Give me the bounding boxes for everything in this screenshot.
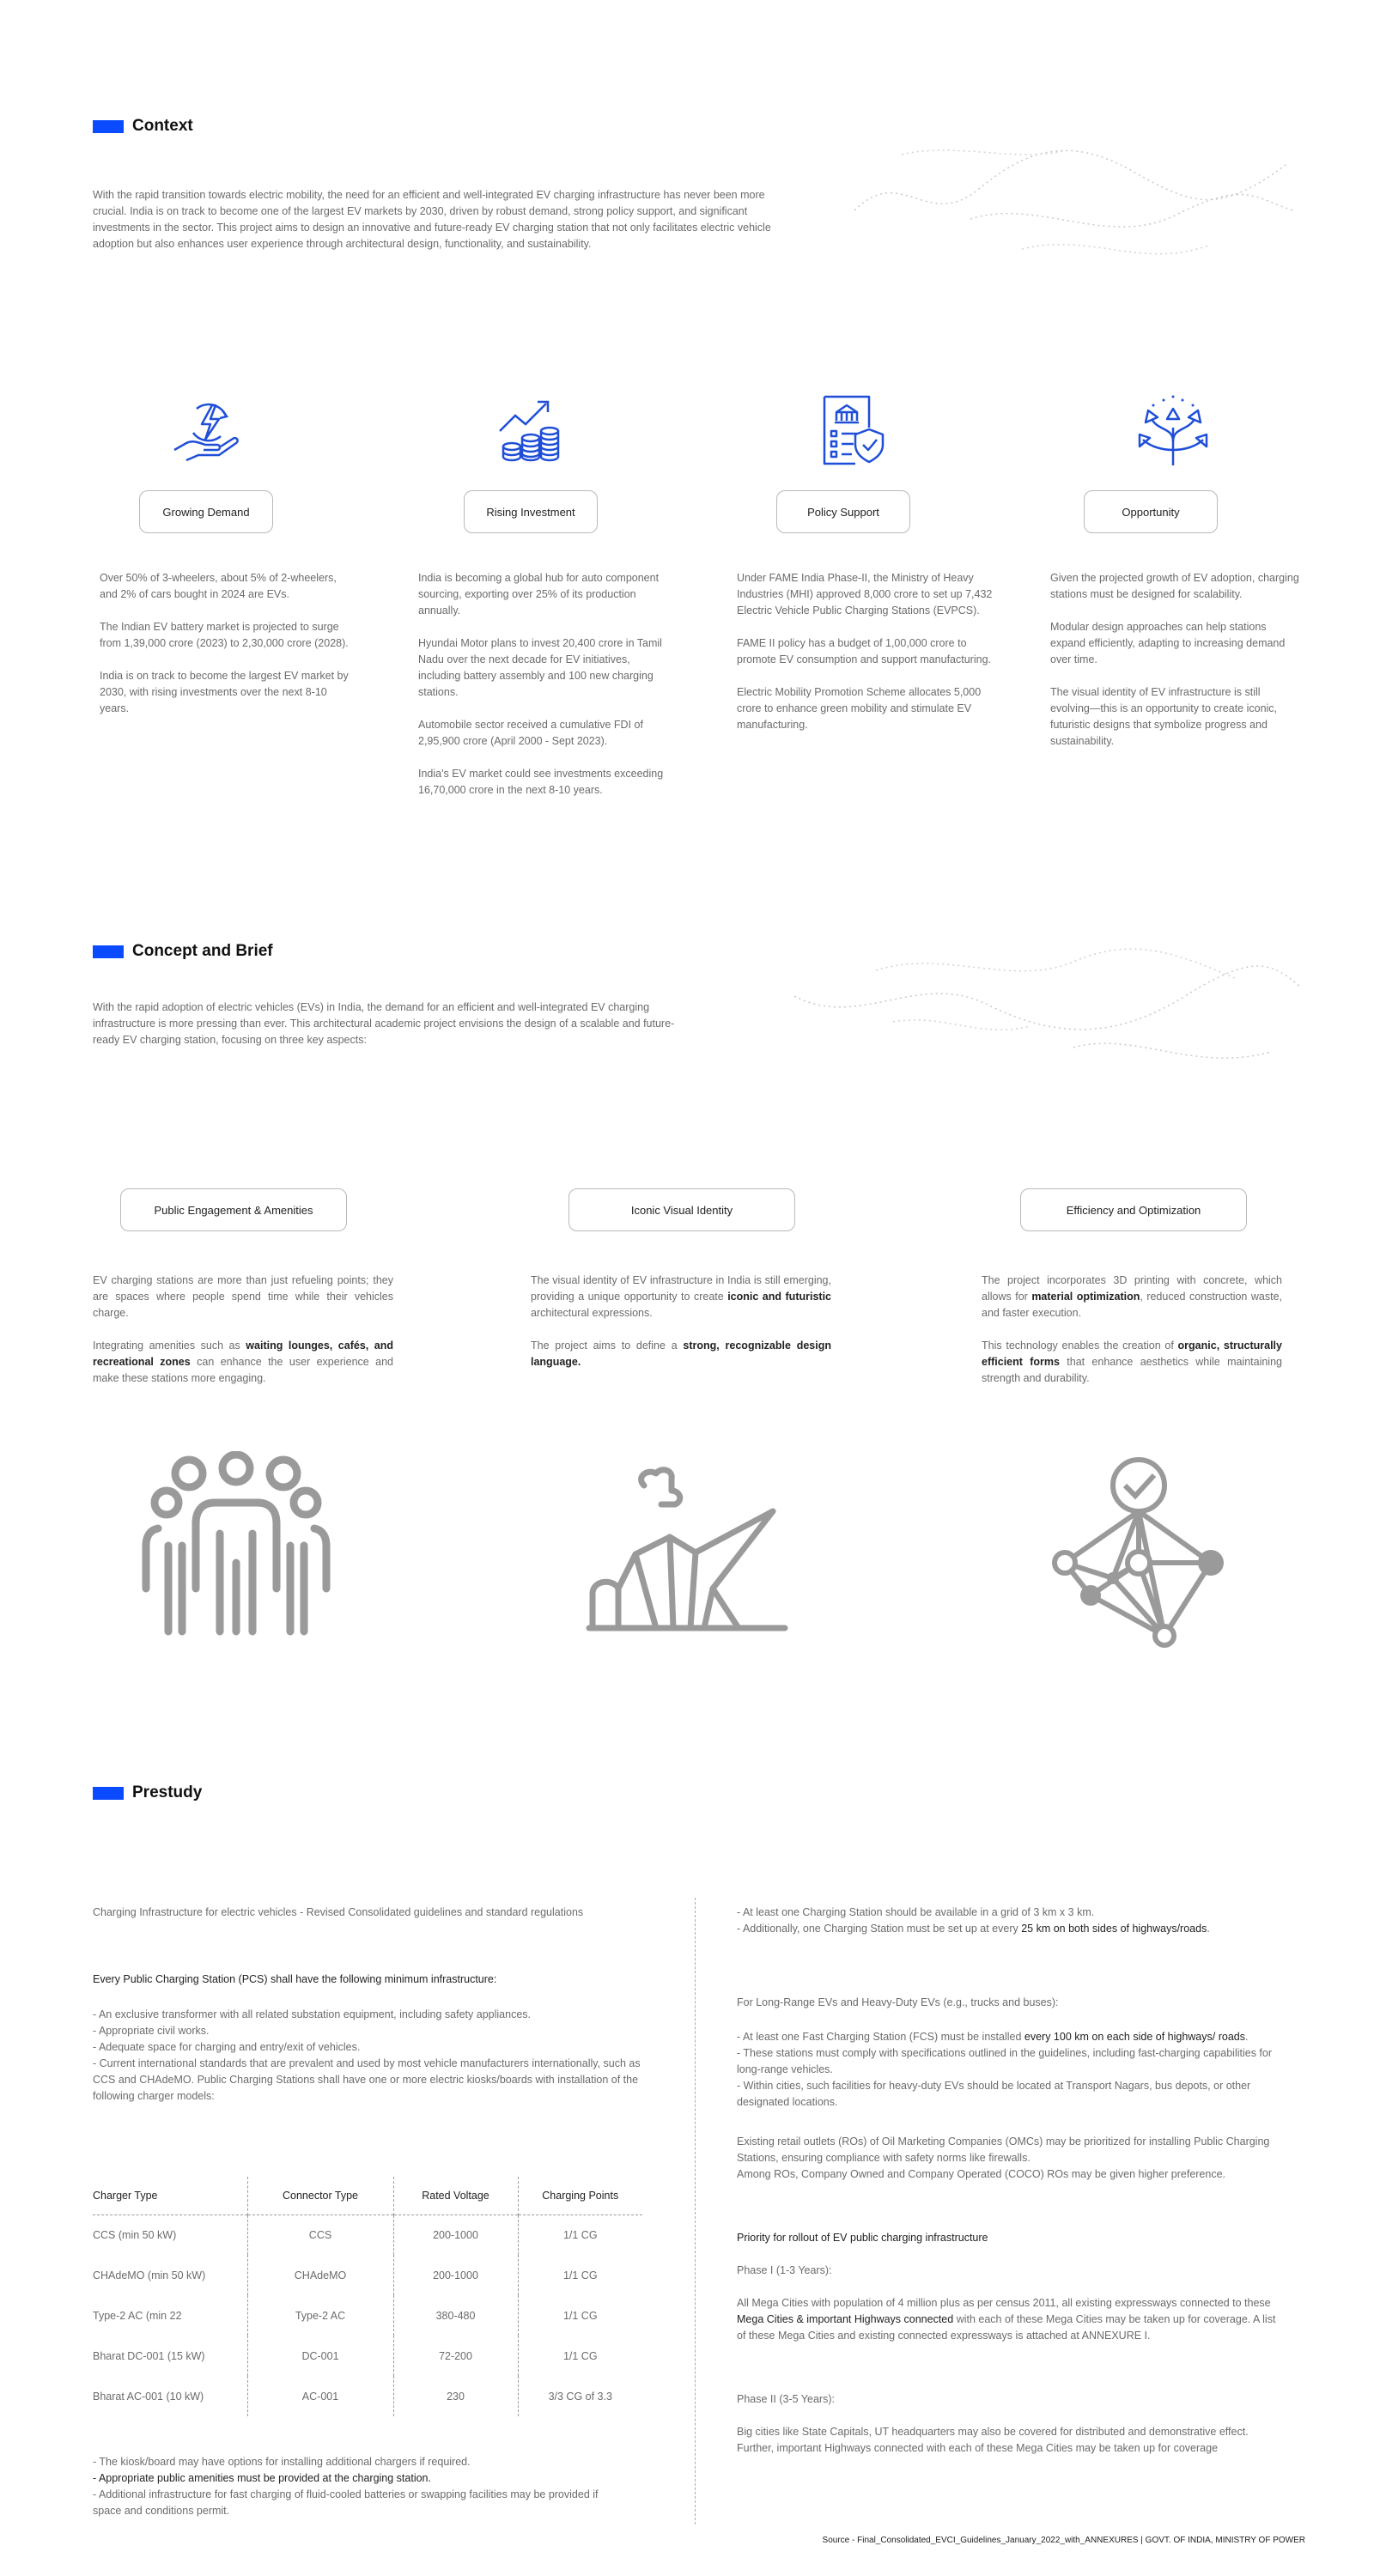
table-cell: CCS — [247, 2215, 393, 2255]
accent-bar — [93, 945, 124, 958]
table-cell: 380-480 — [393, 2295, 518, 2336]
policy-support-text — [737, 570, 994, 750]
branching-arrows-icon — [1136, 393, 1210, 467]
rising-investment-text — [418, 570, 674, 815]
charger-table — [93, 2177, 642, 2416]
growing-demand-p1: Over 50% of 3-wheelers, about 5% of 2-wheelers, and 2% of cars bought in 2024 are EVs. — [100, 572, 337, 600]
retail-text-1: Existing retail outlets (ROs) of Oil Marketing Companies (OMCs) may be prioritized for installing Public Charging Stations, ensuring compliance with safety norms like firewalls. — [737, 2136, 1270, 2164]
rising-investment-p4: India's EV market could see investments exceeding 16,70,000 crore in the next 8-10 years. — [418, 768, 664, 796]
concept-title: Concept and Brief — [132, 942, 273, 960]
rising-investment-p1: India is becoming a global hub for auto component sourcing, exporting over 25% of its production annually. — [418, 572, 660, 617]
table-cell: Type-2 AC (min 22 — [93, 2309, 182, 2322]
table-cell: 1/1 CG — [518, 2215, 642, 2255]
context-intro: With the rapid transition towards electric mobility, the need for an efficient and well-integrated EV charging infrastructure has never been more crucial. India is on track to become one of the largest EV markets by 2030, driven by robust demand, strong policy support, and significant investments in the sector. This project aims to design an innovative and future-ready EV charging station that not only facilitates electric vehicle adoption but also enhances user experience through architectural design, functionality, and sustainability. — [93, 189, 771, 250]
longrange-heading: For Long-Range EVs and Heavy-Duty EVs (e.g., trucks and buses): — [737, 1996, 1059, 2008]
table-cell: 1/1 CG — [518, 2255, 642, 2295]
table-cell: CHAdeMO — [247, 2255, 393, 2295]
concept-intro: With the rapid adoption of electric vehicles (EVs) in India, the demand for an efficient and well-integrated EV charging infrastructure is more pressing than ever. This architectural academic project envisions the design of a scalable and future-ready EV charging station, focusing on three key aspects: — [93, 1001, 675, 1046]
grid-req-1: - At least one Charging Station should be available in a grid of 3 km x 3 km. — [737, 1906, 1095, 1918]
fcs-req-3: - Within cities, such facilities for heavy-duty EVs should be located at Transport Nagars, bus depots, or other designated locations. — [737, 2080, 1251, 2108]
efficiency-optimization-p1: The project incorporates 3D printing with concrete, which allows for material optimization, reduced construction waste, and faster execution. — [982, 1274, 1282, 1319]
table-cell: 1/1 CG — [518, 2295, 642, 2336]
table-cell: CCS (min 50 kW) — [93, 2228, 177, 2241]
decorative-wave-lines — [850, 129, 1297, 275]
phase1-text: All Mega Cities with population of 4 million plus as per census 2011, all existing expressways connected to these Mega Cities & important Highways connected with each of these Mega Cities may be taken up for coverage. A list of these Mega Cities and existing connected expressways is attached at ANNEXURE I. — [737, 2297, 1276, 2342]
table-cell: Bharat AC-001 (10 kW) — [93, 2390, 204, 2403]
table-cell: DC-001 — [247, 2336, 393, 2376]
opportunity-p1: Given the projected growth of EV adoption, charging stations must be designed for scalability. — [1050, 572, 1299, 600]
table-row — [93, 2376, 642, 2416]
fcs-req-1: - At least one Fast Charging Station (FCS) must be installed every 100 km on each side of highways/ roads. — [737, 2031, 1249, 2043]
table-row — [93, 2215, 642, 2255]
growing-demand-p3: India is on track to become the largest EV market by 2030, with rising investments over the next 8-10 years. — [100, 670, 349, 714]
context-title: Context — [132, 117, 193, 135]
phase2-label: Phase II (3-5 Years): — [737, 2393, 835, 2405]
growing-demand-text — [100, 570, 349, 733]
growing-demand-p2: The Indian EV battery market is projected to surge from 1,39,000 crore (2023) to 2,30,000 crore (2028). — [100, 621, 349, 649]
pcs-item: - Appropriate civil works. — [93, 2025, 210, 2037]
table-header: Charging Points — [518, 2177, 642, 2215]
public-engagement-text — [93, 1273, 393, 1403]
iconic-visual-identity-p2: The project aims to define a strong, recognizable design language. — [531, 1340, 831, 1368]
pcs-list — [93, 2007, 651, 2105]
public-engagement-p1: EV charging stations are more than just refueling points; they are spaces where people spend time while their vehicles charge. — [93, 1274, 393, 1319]
table-cell: Bharat DC-001 (15 kW) — [93, 2349, 205, 2362]
policy-support-p3: Electric Mobility Promotion Scheme allocates 5,000 crore to enhance green mobility and stimulate EV manufacturing. — [737, 686, 982, 731]
pill-rising-investment: Rising Investment — [464, 490, 598, 533]
context-heading — [93, 117, 193, 136]
table-header-row — [93, 2177, 642, 2215]
iconic-visual-identity-p1: The visual identity of EV infrastructure in India is still emerging, providing a unique opportunity to create iconic and futuristic architectural expressions. — [531, 1274, 831, 1319]
table-header: Rated Voltage — [393, 2177, 518, 2215]
pcs-item: - Current international standards that are prevalent and used by most vehicle manufacturers internationally, such as CCS and CHAdeMO. Public Charging Stations shall have one or more electric kiosks/boards with installation of the following charger models: — [93, 2057, 641, 2102]
accent-bar — [93, 120, 124, 133]
source-citation: Source - Final_Consolidated_EVCI_Guidelines_January_2022_with_ANNEXURES | GOVT. OF INDIA, MINISTRY OF POWER — [822, 2536, 1305, 2545]
table-header: Charger Type — [93, 2189, 158, 2202]
opportunity-text — [1050, 570, 1299, 766]
iconic-visual-identity-text — [531, 1273, 831, 1387]
table-row — [93, 2336, 642, 2376]
public-engagement-p2: Integrating amenities such as waiting lounges, cafés, and recreational zones can enhance the user experience and make these stations more engaging. — [93, 1340, 394, 1384]
accent-bar — [93, 1787, 124, 1800]
policy-document-icon — [816, 393, 890, 467]
table-row — [93, 2295, 642, 2336]
fcs-requirements — [737, 2029, 1286, 2111]
kiosk-note: - Appropriate public amenities must be provided at the charging station. — [93, 2472, 431, 2484]
table-cell: 200-1000 — [393, 2215, 518, 2255]
pill-policy-support: Policy Support — [776, 490, 910, 533]
retail-outlets — [737, 2134, 1286, 2183]
table-cell: AC-001 — [247, 2376, 393, 2416]
concept-heading — [93, 942, 273, 961]
table-cell: CHAdeMO (min 50 kW) — [93, 2269, 206, 2281]
opportunity-p3: The visual identity of EV infrastructure is still evolving—this is an opportunity to create iconic, futuristic designs that symbolize progress and sustainability. — [1050, 686, 1278, 747]
grid-requirements — [737, 1905, 1286, 1937]
network-optimization-icon — [1039, 1451, 1245, 1649]
pcs-item: - An exclusive transformer with all related substation equipment, including safety appliances. — [93, 2008, 531, 2020]
efficiency-optimization-text — [982, 1273, 1282, 1403]
policy-support-p2: FAME II policy has a budget of 1,00,000 crore to promote EV consumption and support manufacturing. — [737, 637, 992, 665]
coins-growth-icon — [495, 393, 568, 467]
kiosk-note: - The kiosk/board may have options for installing additional chargers if required. — [93, 2456, 471, 2468]
phase2-text: Big cities like State Capitals, UT headquarters may also be covered for distributed and demonstrative effect. Further, important Highways connected with each of these Mega Cities may be taken up for coverage — [737, 2426, 1249, 2454]
table-cell: 1/1 CG — [518, 2336, 642, 2376]
pcs-item: - Adequate space for charging and entry/exit of vehicles. — [93, 2041, 361, 2053]
table-row — [93, 2255, 642, 2295]
priority-heading: Priority for rollout of EV public charging infrastructure — [737, 2232, 988, 2244]
opportunity-p2: Modular design approaches can help stations expand efficiently, adapting to increasing demand over time. — [1050, 621, 1286, 665]
pcs-heading: Every Public Charging Station (PCS) shall have the following minimum infrastructure: — [93, 1973, 497, 1985]
guideline-title: Charging Infrastructure for electric vehicles - Revised Consolidated guidelines and standard regulations — [93, 1906, 584, 1918]
column-divider — [695, 1898, 696, 2524]
grid-req-2: - Additionally, one Charging Station must be set up at every 25 km on both sides of highways/roads. — [737, 1923, 1210, 1935]
people-group-icon — [137, 1451, 335, 1640]
retail-text-2: Among ROs, Company Owned and Company Operated (COCO) ROs may be given higher preference. — [737, 2168, 1226, 2180]
rising-investment-p3: Automobile sector received a cumulative FDI of 2,95,900 crore (April 2000 - Sept 2023). — [418, 719, 643, 747]
table-header: Connector Type — [247, 2177, 393, 2215]
pill-efficiency-optimization: Efficiency and Optimization — [1020, 1188, 1247, 1231]
hand-lightning-icon — [169, 393, 243, 467]
table-cell: 72-200 — [393, 2336, 518, 2376]
pill-opportunity: Opportunity — [1084, 490, 1218, 533]
phase1-label: Phase I (1-3 Years): — [737, 2264, 832, 2276]
table-cell: 200-1000 — [393, 2255, 518, 2295]
prestudy-title: Prestudy — [132, 1783, 203, 1801]
pill-growing-demand: Growing Demand — [139, 490, 273, 533]
kiosk-notes — [93, 2454, 625, 2519]
iconic-building-icon — [584, 1460, 790, 1640]
rising-investment-p2: Hyundai Motor plans to invest 20,400 crore in Tamil Nadu over the next decade for EV initiatives, including battery assembly and 100 new charging stations. — [418, 637, 662, 698]
prestudy-heading — [93, 1783, 202, 1802]
policy-support-p1: Under FAME India Phase-II, the Ministry of Heavy Industries (MHI) approved 8,000 crore to set up 7,432 Electric Vehicle Public Charging Stations (EVPCS). — [737, 572, 993, 617]
table-cell: Type-2 AC — [247, 2295, 393, 2336]
efficiency-optimization-p2: This technology enables the creation of organic, structurally efficient forms that enhance aesthetics while maintaining strength and durability. — [982, 1340, 1282, 1384]
fcs-req-2: - These stations must comply with specifications outlined in the guidelines, including fast-charging capabilities for long-range vehicles. — [737, 2047, 1273, 2075]
pill-iconic-visual-identity: Iconic Visual Identity — [568, 1188, 795, 1231]
kiosk-note: - Additional infrastructure for fast charging of fluid-cooled batteries or swapping facilities may be provided if space and conditions permit. — [93, 2488, 599, 2517]
table-cell: 230 — [393, 2376, 518, 2416]
table-cell: 3/3 CG of 3.3 — [518, 2376, 642, 2416]
pill-public-engagement: Public Engagement & Amenities — [120, 1188, 347, 1231]
decorative-wave-lines — [790, 945, 1305, 1082]
